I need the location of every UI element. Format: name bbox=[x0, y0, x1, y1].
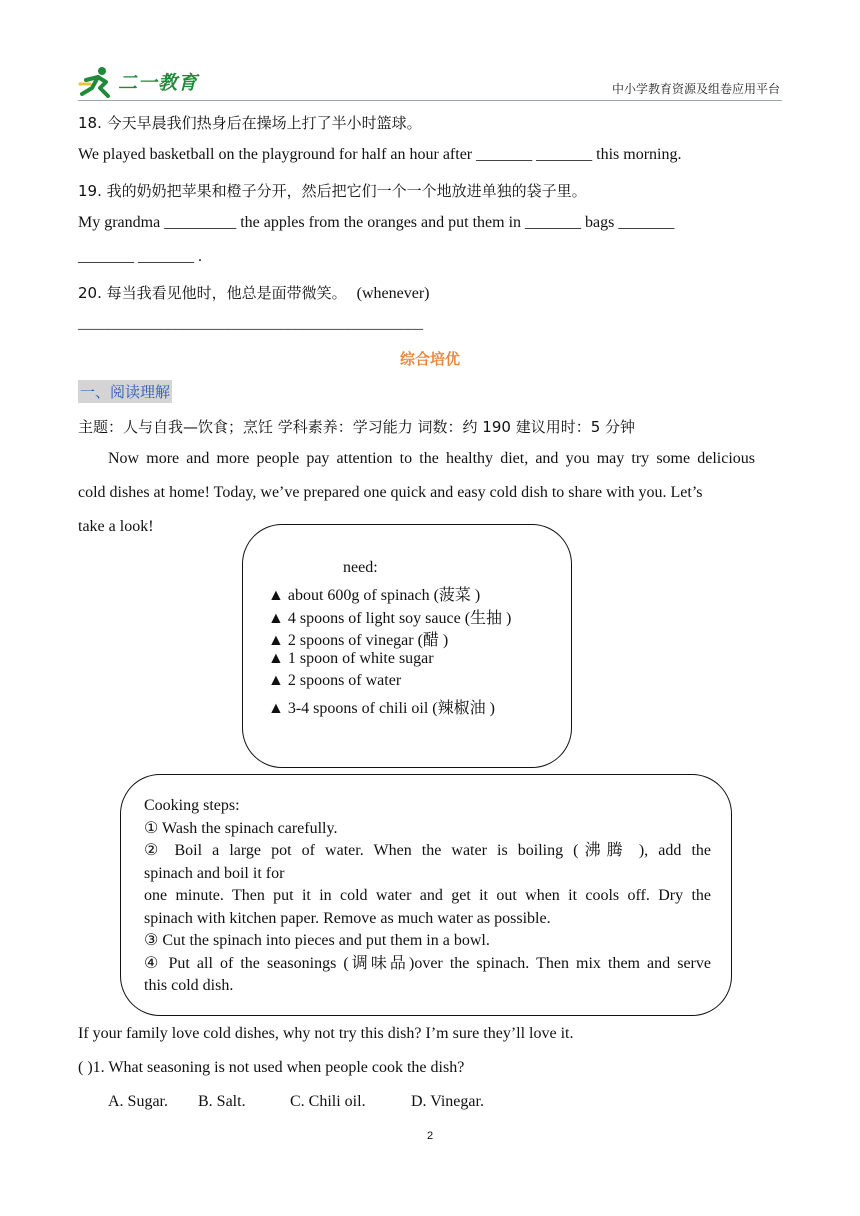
ingredient-item: ▲ 2 spoons of vinegar (醋 ) bbox=[268, 632, 449, 649]
ingredient-item: ▲ 4 spoons of light soy sauce (生抽 ) bbox=[268, 610, 512, 627]
q20-chinese: 20. 每当我看见他时，他总是面带微笑。 bbox=[78, 284, 347, 302]
passage-line2: cold dishes at home! Today, we’ve prepared one quick and easy cold dish to share with you. Let’s bbox=[78, 484, 703, 501]
passage-line1: Now more and more people pay attention to the healthy diet, and you may try some delicious bbox=[108, 450, 755, 467]
ingredient-item: ▲ about 600g of spinach (菠菜 ) bbox=[268, 587, 481, 604]
logo bbox=[78, 66, 198, 98]
step-2-line1: ② Boil a large pot of water. When the water is boiling (沸腾 ), add the bbox=[144, 842, 711, 859]
section-tag: 一、阅读理解 bbox=[78, 380, 172, 403]
logo-text: 二一教育 bbox=[118, 72, 199, 94]
ingredient-item: ▲ 2 spoons of water bbox=[268, 672, 402, 689]
passage-closing: If your family love cold dishes, why not try this dish? I’m sure they’ll love it. bbox=[78, 1025, 574, 1042]
step-4-line1: ④ Put all of the seasonings (调味品)over the spinach. Then mix them and serve bbox=[144, 955, 711, 972]
q20-prompt bbox=[78, 282, 429, 303]
header-divider bbox=[78, 100, 782, 101]
step-3: ③ Cut the spinach into pieces and put them in a bowl. bbox=[144, 932, 490, 949]
passage-meta: 主题：人与自我—饮食；烹饪 学科素养：学习能力 词数：约 190 建议用时：5 分钟 bbox=[78, 418, 636, 436]
option-b: B. Salt. bbox=[198, 1093, 246, 1110]
platform-name: 中小学教育资源及组卷应用平台 bbox=[611, 82, 780, 96]
question-1: ( )1. What seasoning is not used when people cook the dish? bbox=[78, 1059, 465, 1076]
option-d: D. Vinegar. bbox=[411, 1093, 484, 1110]
ingredient-item: ▲ 3-4 spoons of chili oil (辣椒油 ) bbox=[268, 700, 495, 717]
q19-english-line2: _______ _______ . bbox=[78, 248, 202, 265]
step-4-line2: this cold dish. bbox=[144, 977, 234, 994]
q18-english: We played basketball on the playground for half an hour after _______ _______ this morning. bbox=[78, 146, 682, 163]
q19-english-line1: My grandma _________ the apples from the oranges and put them in _______ bags _______ bbox=[78, 214, 675, 231]
runner-logo-icon bbox=[78, 66, 118, 98]
step-1: ① Wash the spinach carefully. bbox=[144, 820, 338, 837]
ingredient-item: ▲ 1 spoon of white sugar bbox=[268, 650, 434, 667]
step-2-line3: one minute. Then put it in cold water and get it out when it cools off. Dry the bbox=[144, 887, 711, 904]
q20-answer-blank: ______________________________________________ bbox=[78, 316, 423, 332]
option-c: C. Chili oil. bbox=[290, 1093, 366, 1110]
steps-title: Cooking steps: bbox=[144, 797, 240, 814]
section-title: 综合培优 bbox=[399, 350, 460, 368]
q19-chinese: 19. 我的奶奶把苹果和橙子分开，然后把它们一个一个地放进单独的袋子里。 bbox=[78, 182, 587, 200]
step-2-line4: spinach with kitchen paper. Remove as much water as possible. bbox=[144, 910, 551, 927]
ingredients-title: need: bbox=[343, 559, 378, 576]
q18-chinese: 18. 今天早晨我们热身后在操场上打了半小时篮球。 bbox=[78, 114, 422, 132]
passage-line3: take a look! bbox=[78, 518, 154, 535]
step-2-line2: spinach and boil it for bbox=[144, 865, 285, 882]
page-number: 2 bbox=[426, 1130, 434, 1142]
option-a: A. Sugar. bbox=[108, 1093, 168, 1110]
q20-hint: (whenever) bbox=[356, 285, 430, 302]
